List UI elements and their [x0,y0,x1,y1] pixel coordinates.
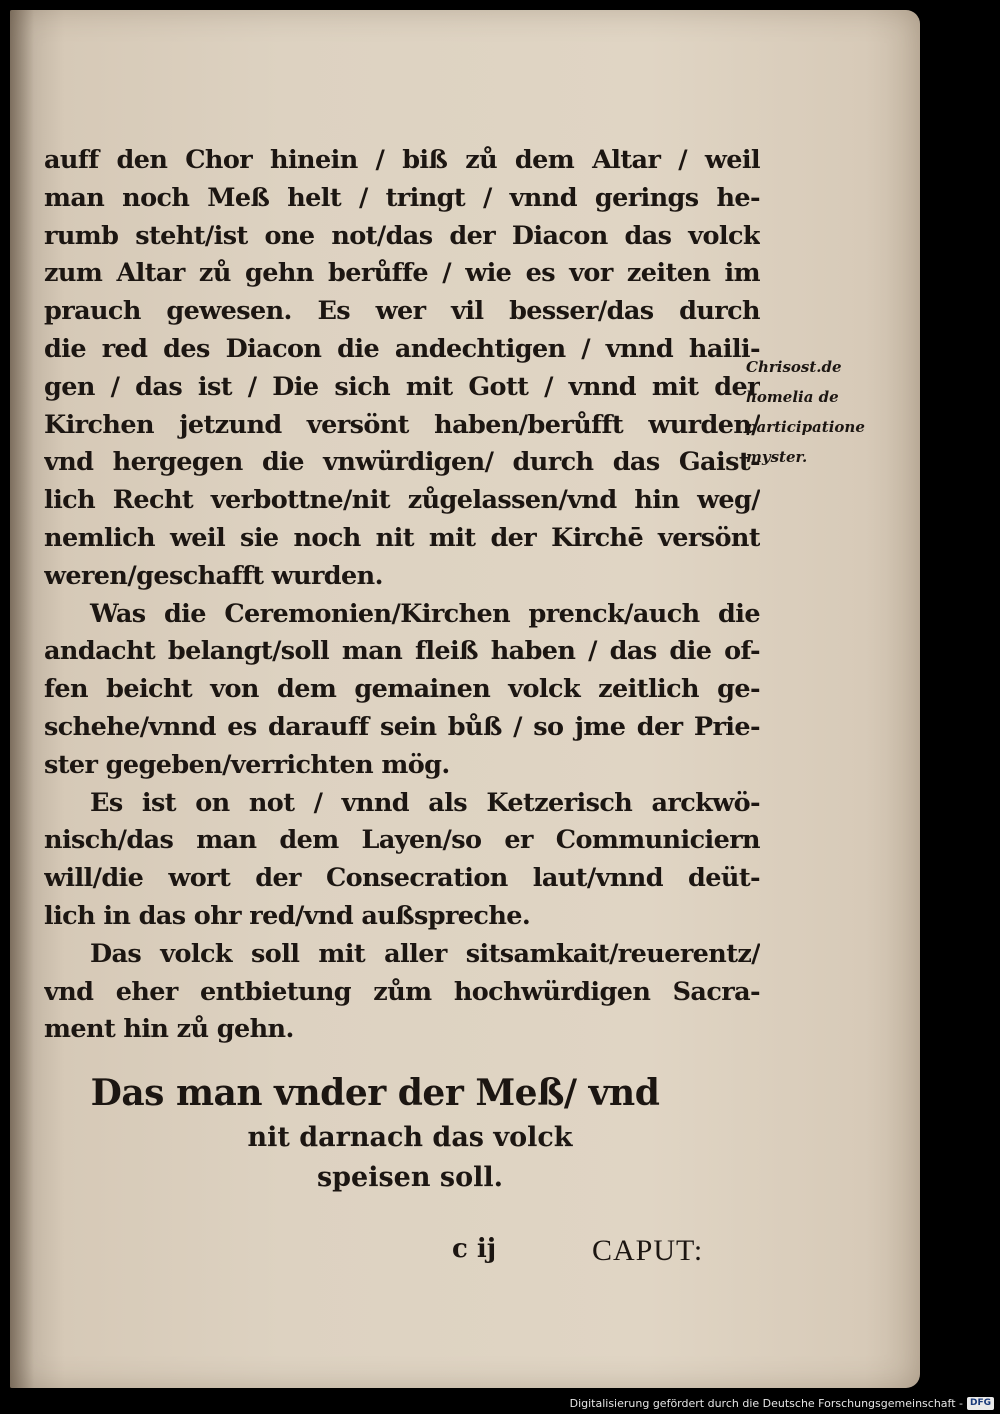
text-line: Das volck soll mit aller sitsamkait/reuerentz/ [90,938,760,969]
text-line: lich Recht verbottne/nit zůgelassen/vnd hin weg/ [44,485,760,516]
text-line: die red des Diacon die andechtigen / vnnd haili- [44,333,760,364]
text-line: schehe/vnnd es darauff sein bůß / so jme der Prie- [44,711,760,742]
text-line: will/die wort der Consecration laut/vnnd deüt- [44,863,760,894]
text-line: auff den Chor hinein / biß zů dem Altar / weil [44,145,760,175]
text-line: Kirchen jetzund versönt haben/berůfft wurden/ [44,409,760,440]
heading-line-2: nit darnach das volck [247,1122,573,1153]
heading-line-3: speisen soll. [316,1162,504,1193]
margin-note-line: participatione [746,418,865,436]
text-line: nisch/das man dem Layen/so er Communiciern [44,825,760,856]
page-gutter-shadow [10,10,34,1388]
text-line: lich in das ohr red/vnd außspreche. [44,900,531,931]
digitization-credit [570,1397,994,1410]
text-line: Was die Ceremonien/Kirchen prenck/auch die [90,598,760,629]
catchword: CAPUT: [592,1234,704,1267]
text-line: andacht belangt/soll man fleiß haben / das die of- [44,636,760,667]
section-heading [90,1068,710,1198]
margin-note [746,352,896,472]
text-line: weren/geschafft wurden. [44,560,383,591]
text-line: man noch Meß helt / tringt / vnnd gerings he- [44,182,760,213]
text-line: ment hin zů gehn. [44,1014,294,1045]
text-line: gen / das ist / Die sich mit Gott / vnnd mit der [44,371,760,402]
text-line: ster gegeben/verrichten mög. [44,749,450,780]
text-line: Es ist on not / vnnd als Ketzerisch arckwö- [90,787,760,818]
text-line: fen beicht von dem gemainen volck zeitlich ge- [44,674,760,705]
text-line: prauch gewesen. Es wer vil besser/das durch [44,296,760,327]
margin-note-line: Chrisost.de [746,358,842,376]
margin-note-line: myster. [746,448,808,466]
text-line: rumb steht/ist one not/das der Diacon das volck [44,220,760,251]
text-line: nemlich weil sie noch nit mit der Kirchē versönt [44,522,760,553]
dfg-logo: DFG [967,1397,994,1410]
text-line: vnd hergegen die vnwürdigen/ durch das Gaist- [44,447,760,478]
text-line: vnd eher entbietung zům hochwürdigen Sacra- [44,976,760,1007]
heading-line-1: Das man vnder der Meß/ vnd [90,1072,660,1114]
signature-mark: c ij [452,1234,497,1264]
margin-note-line: homelia de [746,388,839,406]
text-line: zum Altar zů gehn berůffe / wie es vor zeiten im [44,258,760,289]
main-text-block [44,142,760,1049]
credit-text: Digitalisierung gefördert durch die Deutsche Forschungsgemeinschaft - [569,1397,963,1410]
